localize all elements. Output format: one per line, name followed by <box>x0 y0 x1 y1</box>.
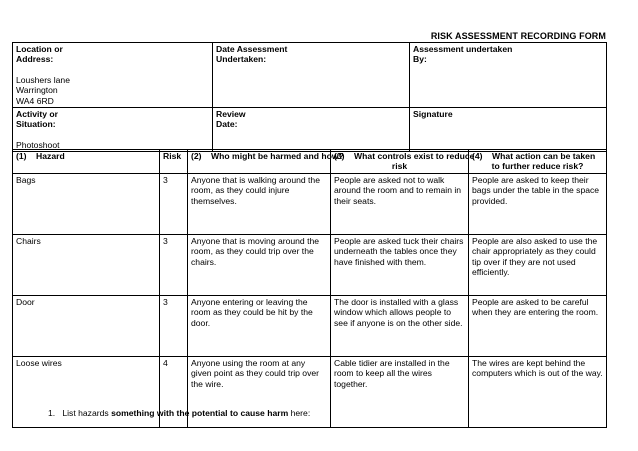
location-label-1: Location or <box>16 44 63 54</box>
header-hazard: (1) Hazard <box>13 150 160 174</box>
risk-cell[interactable]: 3 <box>160 234 188 295</box>
further-action-cell[interactable]: People are also asked to use the chair appropriately as they could tip over if they are not used efficiently. <box>469 234 607 295</box>
address-line-2: Warrington <box>16 85 58 96</box>
risk-cell[interactable]: 3 <box>160 295 188 356</box>
header-further-line-1: (4) What action can be taken <box>472 151 596 161</box>
table-row <box>13 173 607 234</box>
controls-cell[interactable]: Cable tidier are installed in the room to keep all the wires together. <box>331 356 469 427</box>
signature-cell[interactable] <box>410 108 607 152</box>
date-label-2: Undertaken: <box>216 54 267 65</box>
undertaken-by-label-2: By: <box>413 54 427 65</box>
table-row <box>13 234 607 295</box>
table-row <box>13 295 607 356</box>
header-who: (2) Who might be harmed and how? <box>188 150 331 174</box>
location-label-2: Address: <box>16 54 54 65</box>
hazard-cell[interactable]: Loose wires <box>13 356 160 427</box>
header-further-line-2: to further reduce risk? <box>491 161 584 172</box>
footnote-prefix: List hazards <box>62 408 112 418</box>
who-cell[interactable]: Anyone using the room at any given point as they could trip over the wire. <box>188 356 331 427</box>
form-title: RISK ASSESSMENT RECORDING FORM <box>430 31 606 41</box>
hazard-cell[interactable]: Door <box>13 295 160 356</box>
review-label-1: Review <box>216 109 246 120</box>
who-cell[interactable]: Anyone that is walking around the room, as they could injure themselves. <box>188 173 331 234</box>
review-date-cell[interactable] <box>213 108 410 152</box>
footnote-emphasis: something with the potential to cause harm <box>111 408 289 418</box>
further-action-cell[interactable]: The wires are kept behind the computers which is out of the way. <box>469 356 607 427</box>
controls-cell[interactable]: People are asked tuck their chairs underneath the tables once they have finished with them. <box>331 234 469 295</box>
address-line-3: WA4 6RD <box>16 95 54 106</box>
undertaken-by-cell[interactable] <box>410 43 607 108</box>
further-action-cell[interactable]: People are asked to be careful when they are entering the room. <box>469 295 607 356</box>
who-cell[interactable]: Anyone entering or leaving the room as they could be hit by the door. <box>188 295 331 356</box>
footnote-suffix: here: <box>288 408 311 418</box>
hazard-table <box>12 149 607 428</box>
hazard-table-header <box>13 150 607 174</box>
address-line-1: Loushers lane <box>16 74 70 85</box>
activity-label-2: Situation: <box>16 119 56 130</box>
hazard-cell[interactable]: Chairs <box>13 234 160 295</box>
risk-cell[interactable]: 4 <box>160 356 188 427</box>
location-cell[interactable] <box>13 43 213 108</box>
who-cell[interactable]: Anyone that is moving around the room, as they could trip over the chairs. <box>188 234 331 295</box>
undertaken-by-label-1: Assessment undertaken <box>413 44 513 54</box>
activity-value: Photoshoot <box>16 139 60 150</box>
signature-label: Signature <box>413 109 453 120</box>
date-undertaken-cell[interactable] <box>213 43 410 108</box>
assessment-info-table <box>12 42 607 152</box>
hazard-cell[interactable]: Bags <box>13 173 160 234</box>
controls-cell[interactable]: People are asked not to walk around the room and to remain in their seats. <box>331 173 469 234</box>
header-controls-line-2: risk <box>391 161 408 172</box>
header-further-action <box>469 150 607 174</box>
review-label-2: Date: <box>216 119 238 130</box>
header-controls-line-1: (3) What controls exist to reduce <box>334 151 475 161</box>
activity-cell[interactable] <box>13 108 213 152</box>
date-label-1: Date Assessment <box>216 44 288 54</box>
activity-label-1: Activity or <box>16 109 59 120</box>
header-controls <box>331 150 475 174</box>
header-risk: Risk <box>160 150 188 174</box>
footnote <box>48 408 310 418</box>
further-action-cell[interactable]: People are asked to keep their bags under the table in the space provided. <box>469 173 607 234</box>
risk-cell[interactable]: 3 <box>160 173 188 234</box>
controls-cell[interactable]: The door is installed with a glass window which allows people to see if anyone is on the other side. <box>331 295 469 356</box>
footnote-number: 1. <box>48 408 56 418</box>
